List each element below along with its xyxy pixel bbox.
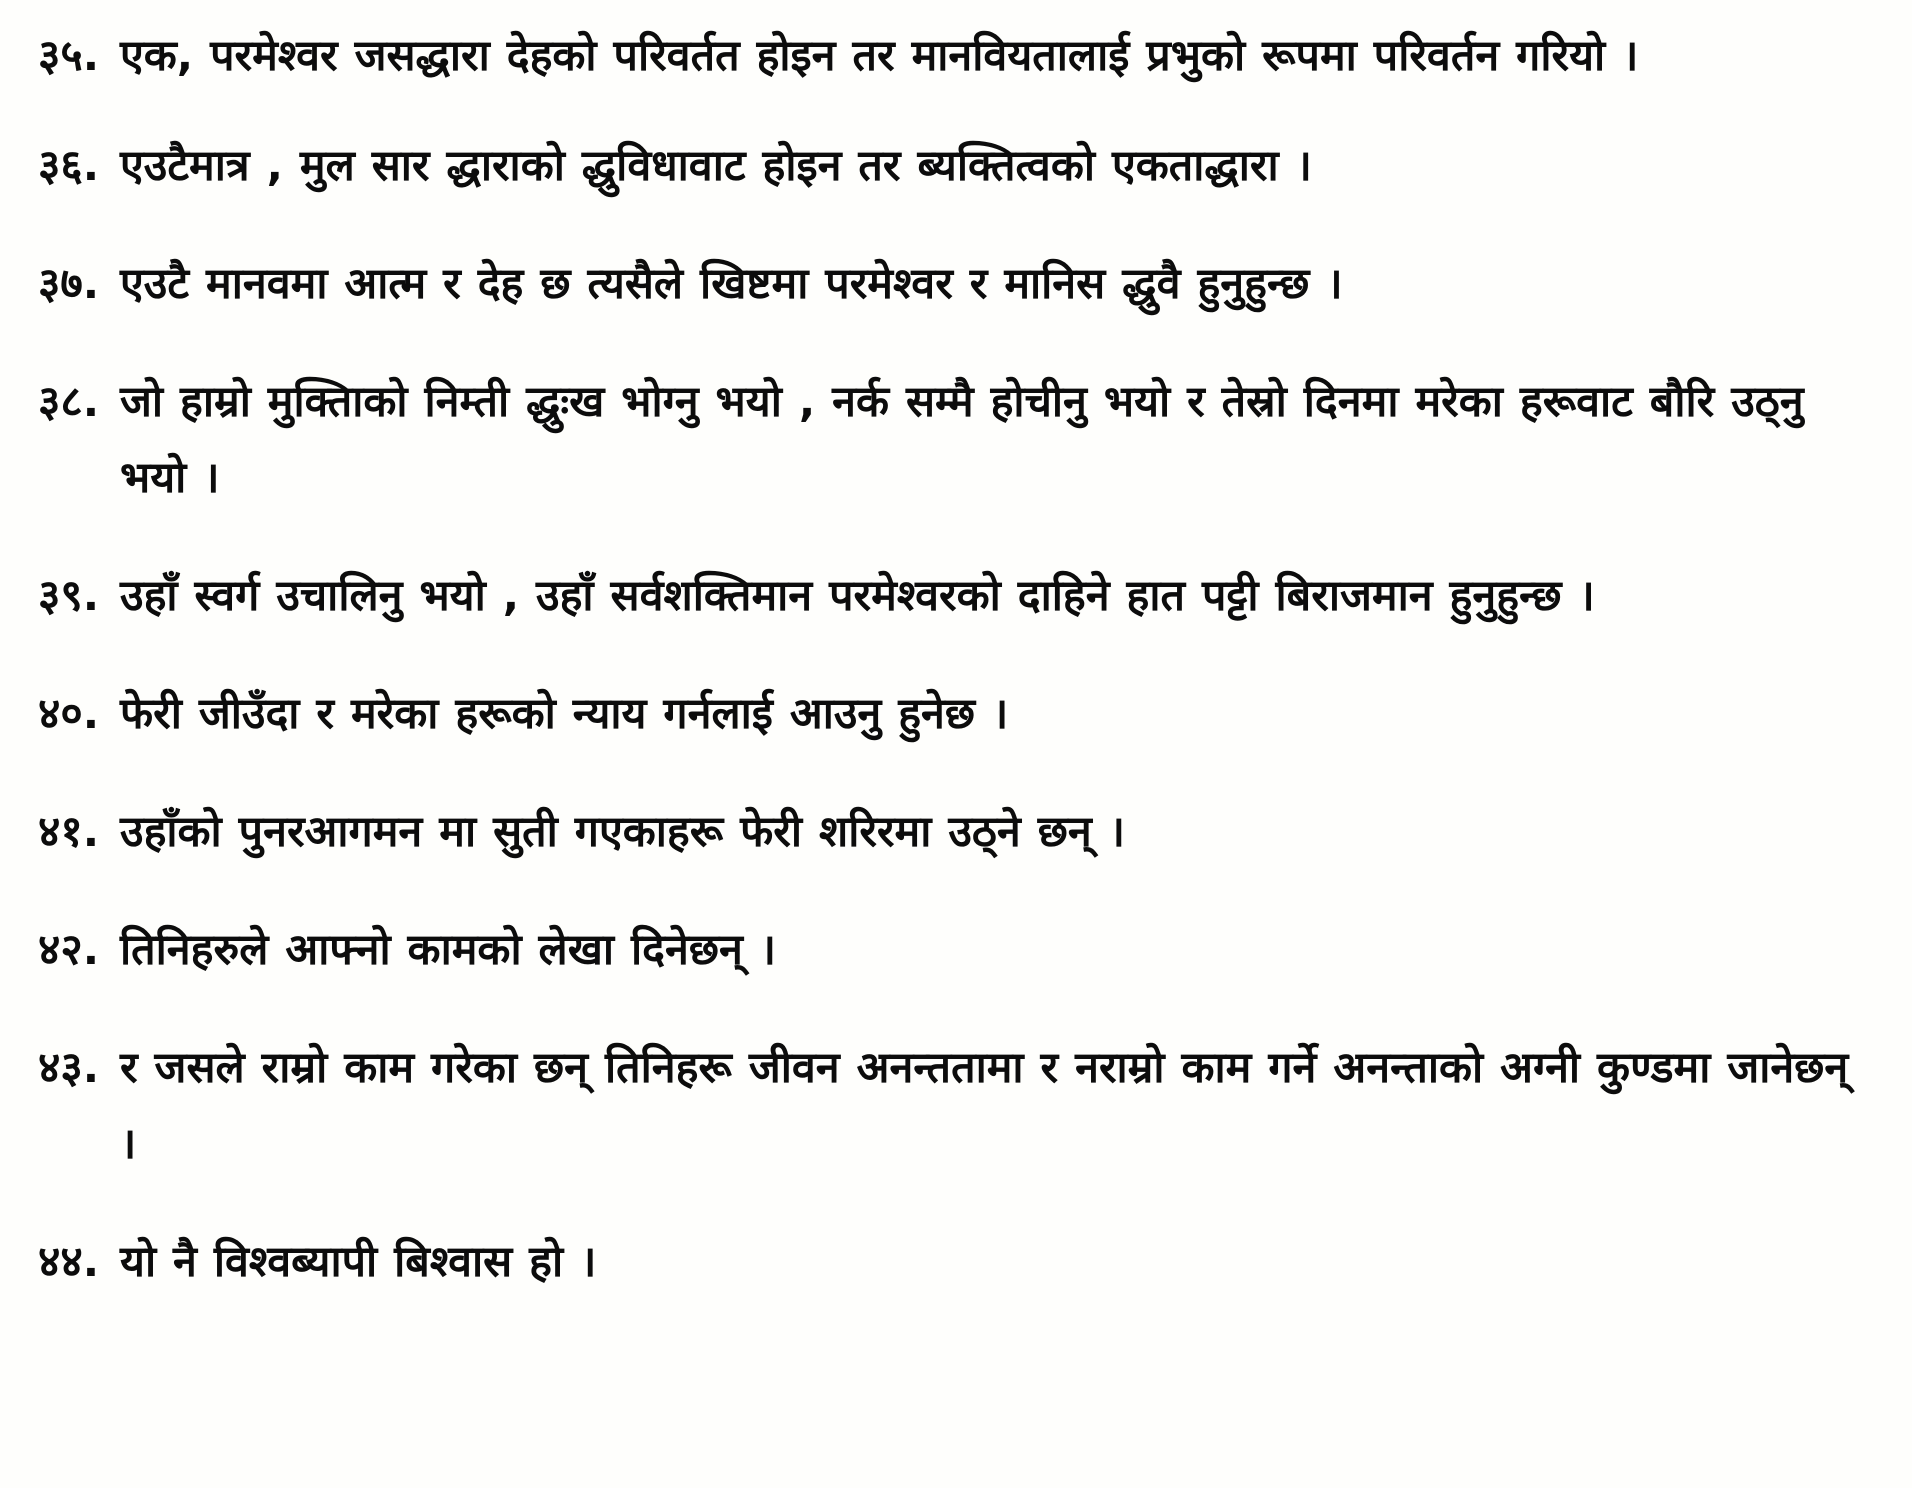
item-text: एउटैमात्र , मुल सार द्धाराको द्धुविधावाट होइन तर ब्यक्तित्वको एकताद्धारा । bbox=[120, 141, 1312, 191]
list-item bbox=[38, 364, 1888, 516]
item-number: ४४. bbox=[38, 1237, 100, 1287]
item-text: उहाँ स्वर्ग उचालिनु भयो , उहाँ सर्वशक्तिमान परमेश्वरको दाहिने हात पट्टी बिराजमान हुनुहुन्छ । bbox=[120, 571, 1595, 621]
item-text: र जसले राम्रो काम गरेका छन् तिनिहरू जीवन अनन्ततामा र नराम्रो काम गर्ने अनन्ताको अग्नी कुण्डमा जानेछन् । bbox=[120, 1043, 1849, 1169]
list-item bbox=[38, 912, 1888, 988]
item-number: ४१. bbox=[38, 807, 100, 857]
item-text: एक, परमेश्वर जसद्धारा देहको परिवर्तत होइन तर मानवियतालाई प्रभुको रूपमा परिवर्तन गरियो । bbox=[120, 31, 1639, 81]
item-number: ३९. bbox=[38, 571, 100, 621]
list-item bbox=[38, 18, 1888, 94]
list-item bbox=[38, 128, 1888, 204]
list-item bbox=[38, 558, 1888, 634]
item-text: जो हाम्रो मुक्तिाको निम्ती द्धुःख भोग्नु भयो , नर्क सम्मै होचीनु भयो र तेस्रो दिनमा मरेका हरूवाट बौरि उठ्नु भयो । bbox=[120, 377, 1804, 503]
list-item bbox=[38, 1030, 1888, 1182]
item-number: ३७. bbox=[38, 259, 100, 309]
item-text: यो नै विश्वब्यापी बिश्वास हो । bbox=[120, 1237, 597, 1287]
list-item bbox=[38, 246, 1888, 322]
item-number: ३८. bbox=[38, 377, 100, 427]
item-text: तिनिहरुले आफ्नो कामको लेखा दिनेछन् । bbox=[120, 925, 777, 975]
list-item bbox=[38, 676, 1888, 752]
item-text: एउटै मानवमा आत्म र देह छ त्यसैले खिष्टमा परमेश्वर र मानिस द्धुवै हुनुहुन्छ । bbox=[120, 259, 1343, 309]
list-item bbox=[38, 794, 1888, 870]
item-number: ३५. bbox=[38, 31, 100, 81]
creed-list bbox=[38, 18, 1888, 1342]
list-item bbox=[38, 1224, 1888, 1300]
item-number: ३६. bbox=[38, 141, 100, 191]
item-number: ४०. bbox=[38, 689, 100, 739]
item-text: फेरी जीउँदा र मरेका हरूको न्याय गर्नलाई आउनु हुनेछ । bbox=[120, 689, 1009, 739]
item-text: उहाँको पुनरआगमन मा सुती गएकाहरू फेरी शरिरमा उठ्ने छन् । bbox=[120, 807, 1125, 857]
item-number: ४३. bbox=[38, 1043, 100, 1093]
item-number: ४२. bbox=[38, 925, 100, 975]
